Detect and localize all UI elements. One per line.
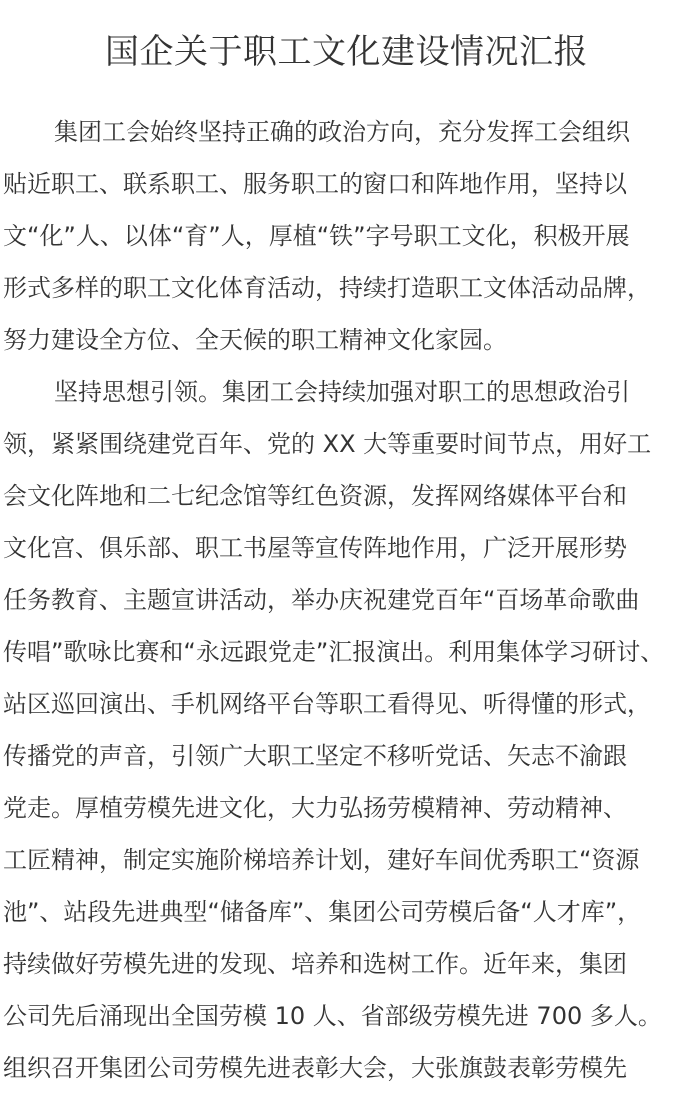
paragraph-line: 站区巡回演出、手机网络平台等职工看得见、听得懂的形式， bbox=[3, 690, 651, 718]
paragraph-2 bbox=[3, 366, 693, 1094]
paragraph-line: 文化宫、俱乐部、职工书屋等宣传阵地作用，广泛开展形势 bbox=[3, 534, 627, 562]
paragraph-line: 池”、站段先进典型“储备库”、集团公司劳模后备“人才库”， bbox=[3, 898, 642, 926]
paragraph-line: 努力建设全方位、全天候的职工精神文化家园。 bbox=[3, 326, 507, 354]
paragraph-line: 传唱”歌咏比赛和“永远跟党走”汇报演出。利用集体学习研讨、 bbox=[3, 638, 665, 666]
paragraph-1 bbox=[3, 106, 693, 366]
paragraph-line: 集团工会始终坚持正确的政治方向，充分发挥工会组织 bbox=[54, 118, 630, 146]
paragraph-line: 会文化阵地和二七纪念馆等红色资源，发挥网络媒体平台和 bbox=[3, 482, 627, 510]
paragraph-line: 工匠精神，制定实施阶梯培养计划，建好车间优秀职工“资源 bbox=[3, 846, 640, 874]
paragraph-line: 党走。厚植劳模先进文化，大力弘扬劳模精神、劳动精神、 bbox=[3, 794, 627, 822]
paragraph-line: 坚持思想引领。集团工会持续加强对职工的思想政治引 bbox=[54, 378, 630, 406]
paragraph-line: 持续做好劳模先进的发现、培养和选树工作。近年来，集团 bbox=[3, 950, 627, 978]
paragraph-line: 组织召开集团公司劳模先进表彰大会，大张旗鼓表彰劳模先 bbox=[3, 1054, 627, 1082]
paragraph-line: 任务教育、主题宣讲活动，举办庆祝建党百年“百场革命歌曲 bbox=[3, 586, 640, 614]
paragraph-line: 贴近职工、联系职工、服务职工的窗口和阵地作用，坚持以 bbox=[3, 170, 627, 198]
paragraph-line: 公司先后涌现出全国劳模 10 人、省部级劳模先进 700 多人。 bbox=[3, 1002, 662, 1030]
paragraph-line: 传播党的声音，引领广大职工坚定不移听党话、矢志不渝跟 bbox=[3, 742, 627, 770]
document-body bbox=[3, 106, 693, 1094]
paragraph-line: 文“化”人、以体“育”人，厚植“铁”字号职工文化，积极开展 bbox=[3, 222, 630, 250]
paragraph-line: 领，紧紧围绕建党百年、党的 XX 大等重要时间节点，用好工 bbox=[3, 430, 652, 458]
paragraph-line: 形式多样的职工文化体育活动，持续打造职工文体活动品牌， bbox=[3, 274, 651, 302]
document-title: 国企关于职工文化建设情况汇报 bbox=[105, 32, 588, 72]
